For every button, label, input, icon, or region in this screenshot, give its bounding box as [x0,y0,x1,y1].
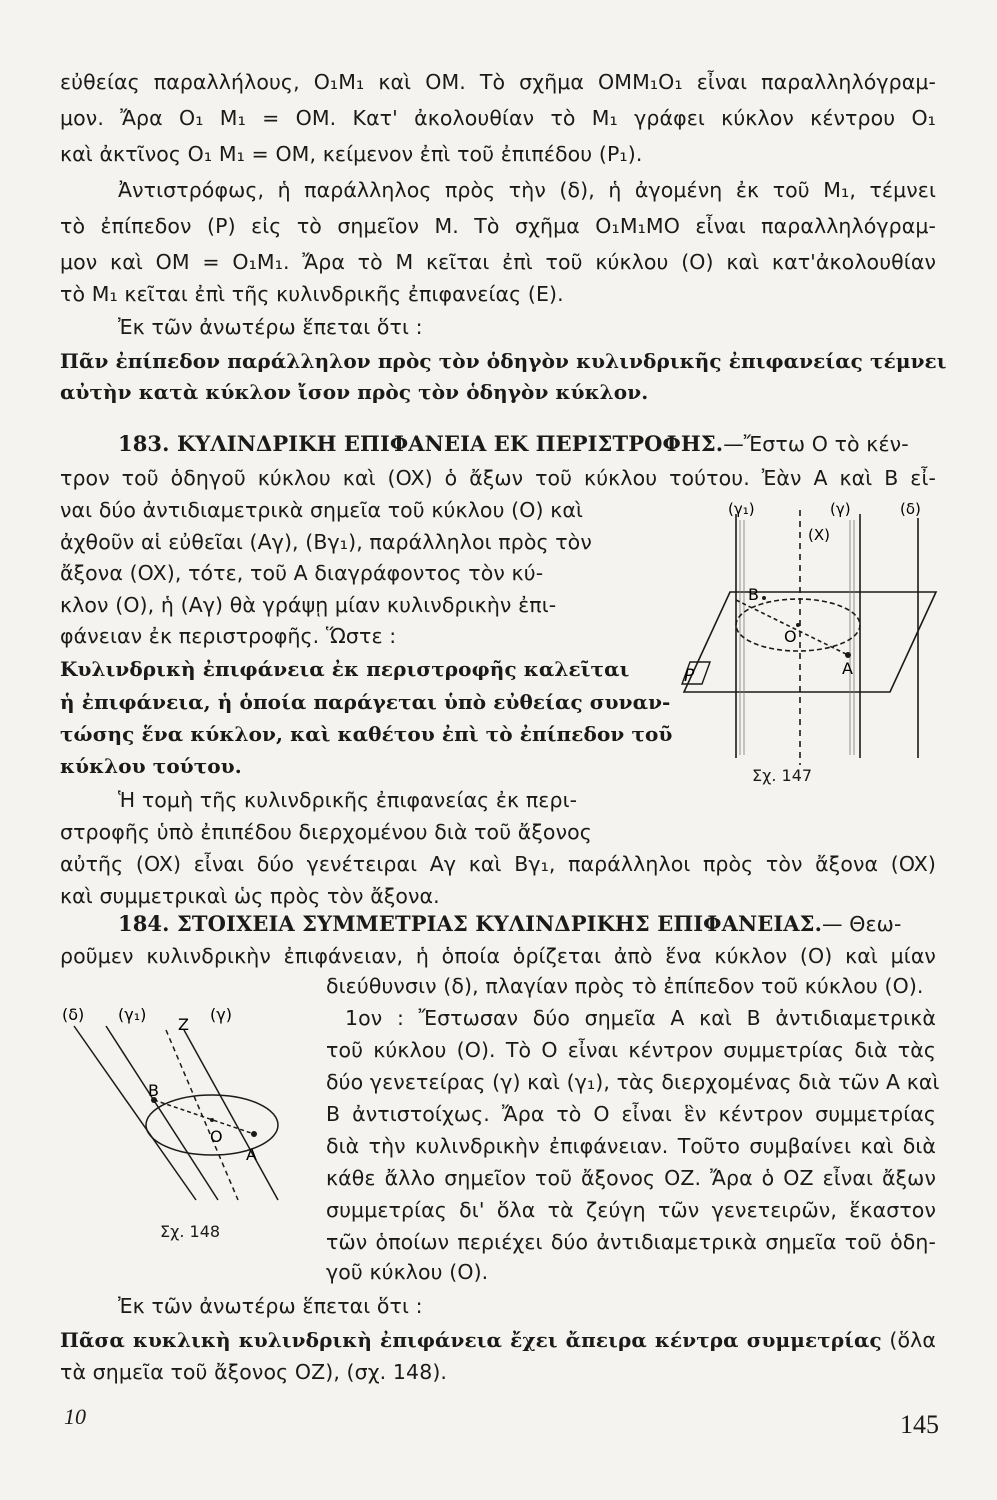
text-line: Ἐκ τῶν ἀνωτέρω ἕπεται ὅτι : [118,315,423,339]
theorem-continuation: (ὅλα [889,1328,936,1352]
point-b [762,596,766,600]
theorem-text: Πᾶν ἐπίπεδον παράλληλον πρὸς τὸν ὁδηγὸν κυλινδρικῆς ἐπιφανείας τέμνει [60,349,947,373]
direction-delta [74,1026,196,1200]
text-line: καὶ συμμετρικαὶ ὡς πρὸς τὸν ἄξονα. [60,884,440,908]
text-line: γοῦ κύκλου (O). [326,1260,489,1284]
theorem-text: αὐτὴν κατὰ κύκλον ἴσον πρὸς τὸν ὁδηγὸν κύκλον. [60,380,649,404]
text-line: τὸ M₁ κεῖται ἐπὶ τῆς κυλινδρικῆς ἐπιφανείας (E). [60,282,564,306]
definition-text: κύκλου τούτου. [60,754,242,778]
text-line: μον. Ἄρα O₁ M₁ = OM. Κατ' ἀκολουθίαν τὸ M₁ γράφει κύκλον κέντρου O₁ [60,106,936,130]
text-line: φάνειαν ἐκ περιστροφῆς. Ὥστε : [60,624,397,648]
label-gamma: (γ) [210,1005,232,1024]
figure-147 [668,500,948,790]
section-title: 183. ΚΥΛΙΝΔΡΙΚΗ ΕΠΙΦΑΝΕΙΑ ΕΚ ΠΕΡΙΣΤΡΟΦΗΣ. [118,431,724,456]
point-a [845,652,851,658]
section-184-heading [118,910,936,938]
text-line: B ἀντιστοίχως. Ἄρα τὸ O εἶναι ἓν κέντρον συμμετρίας [326,1102,936,1126]
text-line: δύο γενετείρας (γ) καὶ (γ₁), τὰς διερχομένας διὰ τῶν A καὶ [326,1070,940,1094]
text-line: κάθε ἄλλο σημεῖον τοῦ ἄξονος OZ. Ἄρα ὁ OZ εἶναι ἄξων [326,1166,936,1190]
label-gamma1: (γ₁) [118,1005,147,1024]
definition-text: τώσης ἕνα κύκλον, καὶ καθέτου ἐπὶ τὸ ἐπίπεδον τοῦ [60,722,673,746]
text-line: καὶ ἀκτῖνος O₁ M₁ = OM, κείμενον ἐπὶ τοῦ ἐπιπέδου (P₁). [60,142,643,166]
signature-mark: 10 [64,1404,86,1429]
label-a: A [246,1145,257,1164]
text-line: διὰ τὴν κυλινδρικὴν ἐπιφάνειαν. Τοῦτο συμβαίνει καὶ διὰ [326,1134,936,1158]
final-statement [60,1326,936,1354]
label-b: B [148,1081,159,1100]
text-line: τῶν ὁποίων περιέχει δύο ἀντιδιαμετρικὰ σημεῖα τοῦ ὁδη- [326,1230,936,1254]
label-o: O [784,627,797,646]
section-title-continuation: — Θεω- [822,912,902,936]
generator-gamma [184,1030,278,1200]
base-circle [146,1095,278,1155]
page-number: 145 [900,1410,939,1439]
text-line: ἄξονα (OX), τότε, τοῦ A διαγράφοντος τὸν κύ- [60,561,544,585]
text-line: μον καὶ OM = O₁M₁. Ἄρα τὸ M κεῖται ἐπὶ τοῦ κύκλου (O) καὶ κατ'ἀκολουθίαν [60,250,936,274]
text-line: 1ον : Ἔστωσαν δύο σημεῖα A καὶ B ἀντιδιαμετρικὰ [345,1006,936,1030]
label-o: O [210,1127,223,1146]
text-line: τρον τοῦ ὁδηγοῦ κύκλου καὶ (OX) ὁ ἄξων τοῦ κύκλου τούτου. Ἐὰν A καὶ B εἶ- [60,466,936,490]
label-a: A [842,659,853,678]
definition-text: ἡ ἐπιφάνεια, ἡ ὁποία παράγεται ὑπὸ εὐθείας συναν- [60,690,671,714]
section-title: 184. ΣΤΟΙΧΕΙΑ ΣΥΜΜΕΤΡΙΑΣ ΚΥΛΙΝΔΡΙΚΗΣ ΕΠΙΦΑΝΕΙΑΣ. [118,911,823,936]
text-line: Ἡ τομὴ τῆς κυλινδρικῆς ἐπιφανείας ἐκ περι- [118,788,578,812]
text-line: Ἀντιστρόφως, ἡ παράλληλος πρὸς τὴν (δ), ἡ ἀγομένη ἐκ τοῦ M₁, τέμνει [118,178,936,202]
text-line: κλον (O), ἡ (Aγ) θὰ γράψῃ μίαν κυλινδρικὴν ἐπι- [60,593,557,617]
text-line: συμμετρίας δι' ὅλα τὰ ζεύγη τῶν γενετειρῶν, ἕκαστον [326,1198,936,1222]
text-line: τὰ σημεῖα τοῦ ἄξονος OZ), (σχ. 148). [60,1360,448,1384]
text-line: ἀχθοῦν αἱ εὐθεῖαι (Aγ), (Bγ₁), παράλληλοι πρὸς τὸν [60,530,592,554]
definition-text: Κυλινδρικὴ ἐπιφάνεια ἐκ περιστροφῆς καλεῖται [60,657,630,681]
text-line: ροῦμεν κυλινδρικὴν ἐπιφάνειαν, ἡ ὁποία ὁρίζεται ἀπὸ ἕνα κύκλον (O) καὶ μίαν [60,944,936,968]
label-z: Z [178,1015,189,1034]
section-183-heading [118,430,936,458]
label-delta: (δ) [62,1005,85,1024]
label-gamma1: (γ₁) [728,500,755,518]
label-b: B [748,585,759,604]
section-title-continuation: —Ἔστω O τὸ κέν- [723,432,909,456]
text-line: τοῦ κύκλου (O). Τὸ O εἶναι κέντρον συμμετρίας διὰ τὰς [326,1038,936,1062]
figure-148-caption: Σχ. 148 [160,1222,221,1241]
text-line: διεύθυνσιν (δ), πλαγίαν πρὸς τὸ ἐπίπεδον τοῦ κύκλου (O). [326,974,924,998]
text-line: εὐθείας παραλλήλους, O₁M₁ καὶ OM. Τὸ σχῆμα OMM₁O₁ εἶναι παραλληλόγραμ- [60,70,936,94]
point-a [251,1131,257,1137]
label-x: (X) [808,526,830,544]
label-p: P [684,666,695,686]
text-line: στροφῆς ὑπὸ ἐπιπέδου διερχομένου διὰ τοῦ ἄξονος [60,820,592,844]
point-o [796,623,800,627]
text-line: τὸ ἐπίπεδον (P) εἰς τὸ σημεῖον M. Τὸ σχῆμα O₁M₁MO εἶναι παραλληλόγραμ- [60,214,936,238]
label-delta: (δ) [900,500,921,518]
text-line: Ἐκ τῶν ἀνωτέρω ἕπεται ὅτι : [118,1294,423,1318]
text-line: ναι δύο ἀντιδιαμετρικὰ σημεῖα τοῦ κύκλου (O) καὶ [60,498,584,522]
figure-148 [60,1000,300,1210]
plane-p [684,592,936,692]
point-o [210,1118,214,1122]
figure-147-caption: Σχ. 147 [752,766,813,785]
text-line: αὐτῆς (OX) εἶναι δύο γενέτειραι Aγ καὶ Bγ₁, παράλληλοι πρὸς τὸν ἄξονα (OX) [60,852,936,876]
label-gamma: (γ) [830,500,851,518]
theorem-text: Πᾶσα κυκλικὴ κυλινδρικὴ ἐπιφάνεια ἔχει ἄπειρα κέντρα συμμετρίας [60,1328,882,1352]
